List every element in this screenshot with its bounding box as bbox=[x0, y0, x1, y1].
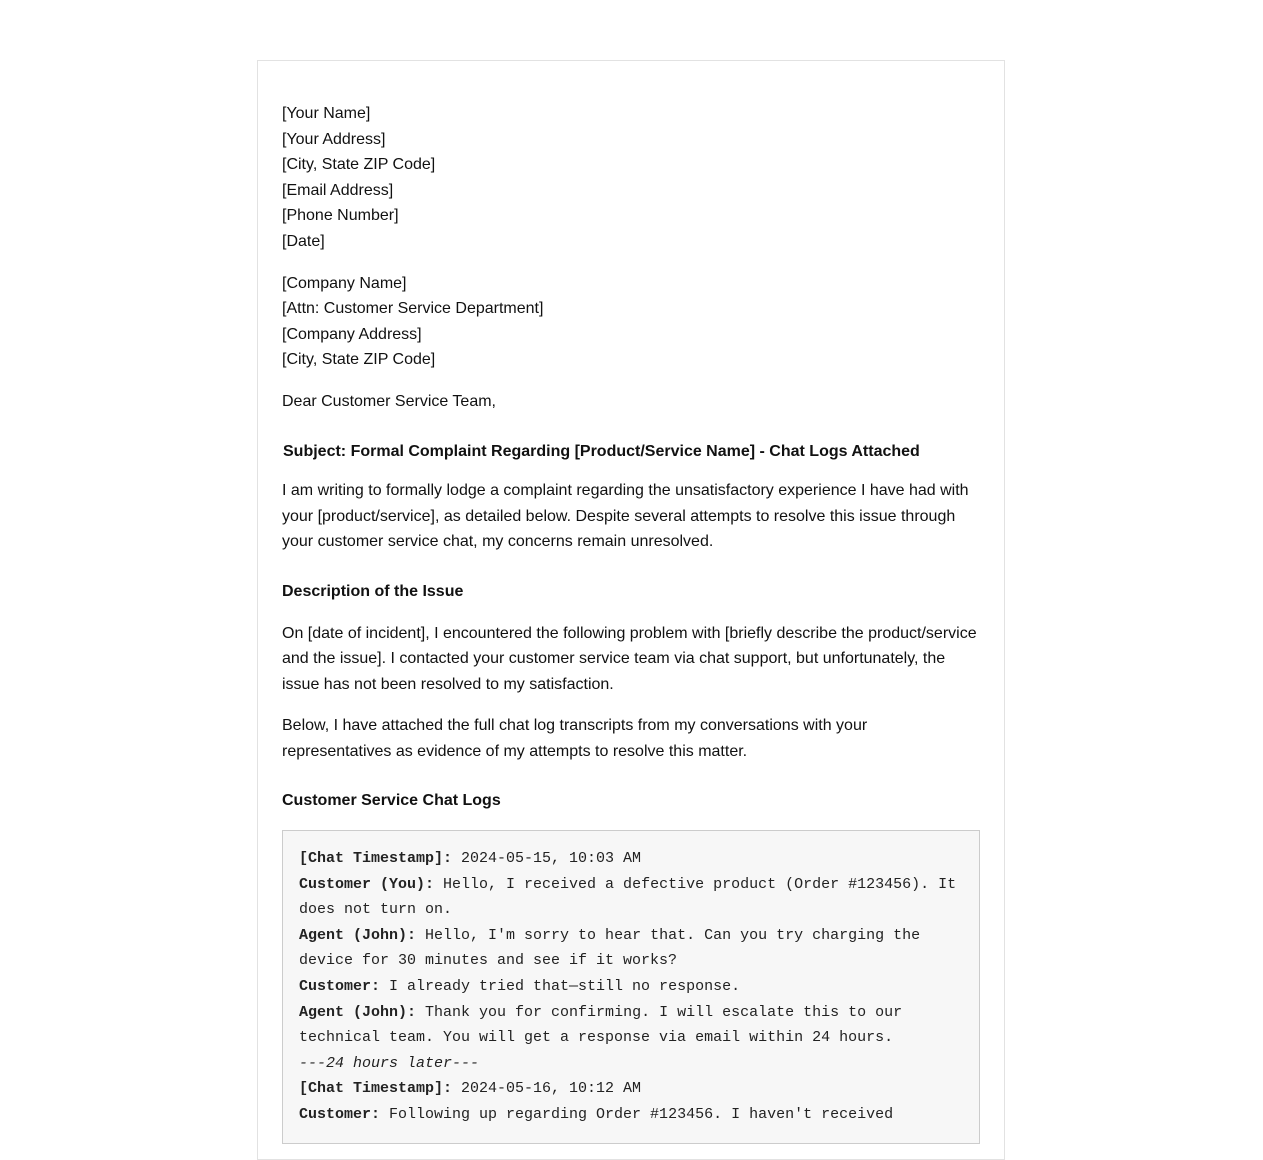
chat-line bbox=[299, 974, 963, 1000]
description-paragraph-2: Below, I have attached the full chat log transcripts from my conversations with your representatives as evidence of my attempts to resolve this matter. bbox=[282, 717, 868, 760]
chat-line bbox=[299, 846, 963, 872]
chat-logs-heading: Customer Service Chat Logs bbox=[282, 792, 501, 810]
intro-paragraph: I am writing to formally lodge a complaint regarding the unsatisfactory experience I have had with your [product/service], as detailed below. Despite several attempts to resolve this issue through your customer service chat, my concerns remain unresolved. bbox=[282, 482, 969, 551]
description-heading: Description of the Issue bbox=[282, 582, 464, 600]
chat-label: Customer (You): bbox=[299, 875, 435, 893]
chat-text: Hello, I received a defective product (Order #123456). It does not turn on. bbox=[299, 875, 957, 919]
sender-email: [Email Address] bbox=[282, 181, 394, 199]
chat-label: [Chat Timestamp]: bbox=[299, 1080, 453, 1098]
recipient-block bbox=[282, 271, 980, 373]
chat-label: Customer: bbox=[299, 978, 381, 996]
recipient-attn: [Attn: Customer Service Department] bbox=[282, 300, 544, 318]
salutation: Dear Customer Service Team, bbox=[282, 392, 496, 410]
chat-text: Thank you for confirming. I will escalate this to our technical team. You will get a response via email within 24 hours. bbox=[299, 1003, 903, 1047]
chat-line bbox=[299, 1102, 963, 1128]
chat-line bbox=[299, 923, 963, 974]
recipient-address: [Company Address] bbox=[282, 325, 422, 343]
chat-label: Agent (John): bbox=[299, 926, 417, 944]
sender-address: [Your Address] bbox=[282, 130, 386, 148]
letter-date: [Date] bbox=[282, 232, 325, 250]
chat-line bbox=[299, 1076, 963, 1102]
chat-label: Agent (John): bbox=[299, 1003, 417, 1021]
sender-city: [City, State ZIP Code] bbox=[282, 156, 436, 174]
chat-log-box bbox=[282, 830, 980, 1144]
chat-line bbox=[299, 872, 963, 923]
chat-text: Hello, I'm sorry to hear that. Can you try charging the device for 30 minutes and see if it works? bbox=[299, 926, 921, 970]
letter-page bbox=[257, 60, 1005, 1160]
chat-line bbox=[299, 1000, 963, 1051]
recipient-city: [City, State ZIP Code] bbox=[282, 351, 436, 369]
chat-label: [Chat Timestamp]: bbox=[299, 850, 453, 868]
chat-separator: ---24 hours later--- bbox=[299, 1054, 480, 1072]
sender-phone: [Phone Number] bbox=[282, 207, 399, 225]
sender-block bbox=[282, 101, 980, 255]
chat-text: 2024-05-16, 10:12 AM bbox=[452, 1080, 642, 1098]
chat-text: Following up regarding Order #123456. I haven't received bbox=[380, 1106, 894, 1123]
description-paragraph-1: On [date of incident], I encountered the following problem with [briefly describe the product/service and the issue]. I contacted your customer service team via chat support, but unfortunately, the issue has not been resolved to my satisfaction. bbox=[282, 624, 977, 693]
recipient-company: [Company Name] bbox=[282, 274, 407, 292]
chat-text: 2024-05-15, 10:03 AM bbox=[452, 850, 642, 868]
sender-name: [Your Name] bbox=[282, 105, 371, 122]
chat-label: Customer: bbox=[299, 1106, 381, 1123]
chat-text: I already tried that—still no response. bbox=[380, 978, 741, 996]
subject-line: Subject: Formal Complaint Regarding [Product/Service Name] - Chat Logs Attached bbox=[283, 442, 920, 460]
